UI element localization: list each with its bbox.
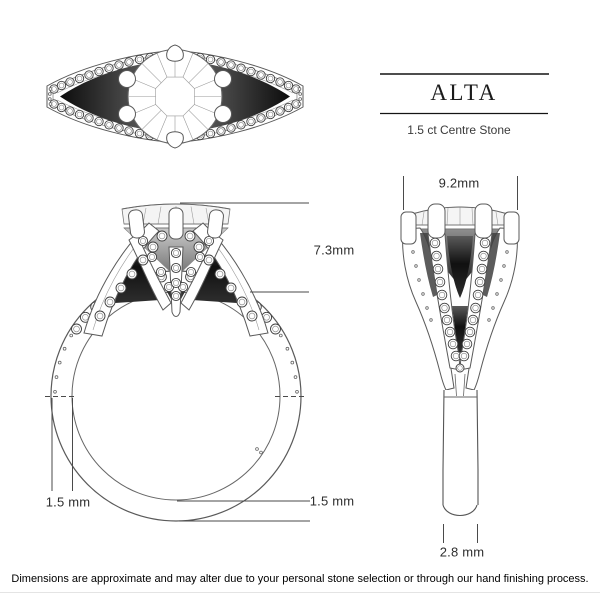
centre-stone-subtitle: 1.5 ct Centre Stone [407, 123, 511, 137]
band-edge-speckles [54, 334, 299, 454]
shank-width-ticks [444, 524, 478, 543]
product-name: ALTA [430, 80, 498, 105]
side-view-drawing [401, 204, 519, 516]
shank-side-view [443, 374, 478, 516]
disclaimer-text: Dimensions are approximate and may alter due to your personal stone selection or through our hand finishing process. [11, 573, 589, 585]
top-view-drawing [47, 45, 303, 148]
front-view-drawing [51, 204, 301, 521]
dimension-head-width: 9.2mm [438, 175, 480, 191]
dimension-setting-height: 7.3mm [313, 242, 355, 258]
dimension-shank-width: 2.8 mm [439, 544, 485, 560]
dimension-band-width-bottom: 1.5 mm [309, 493, 355, 509]
band-side-leaders [52, 398, 73, 491]
band-bottom-leaders [177, 501, 310, 521]
dimension-band-width-side: 1.5 mm [45, 494, 91, 510]
centre-stone-top-view [128, 50, 222, 144]
